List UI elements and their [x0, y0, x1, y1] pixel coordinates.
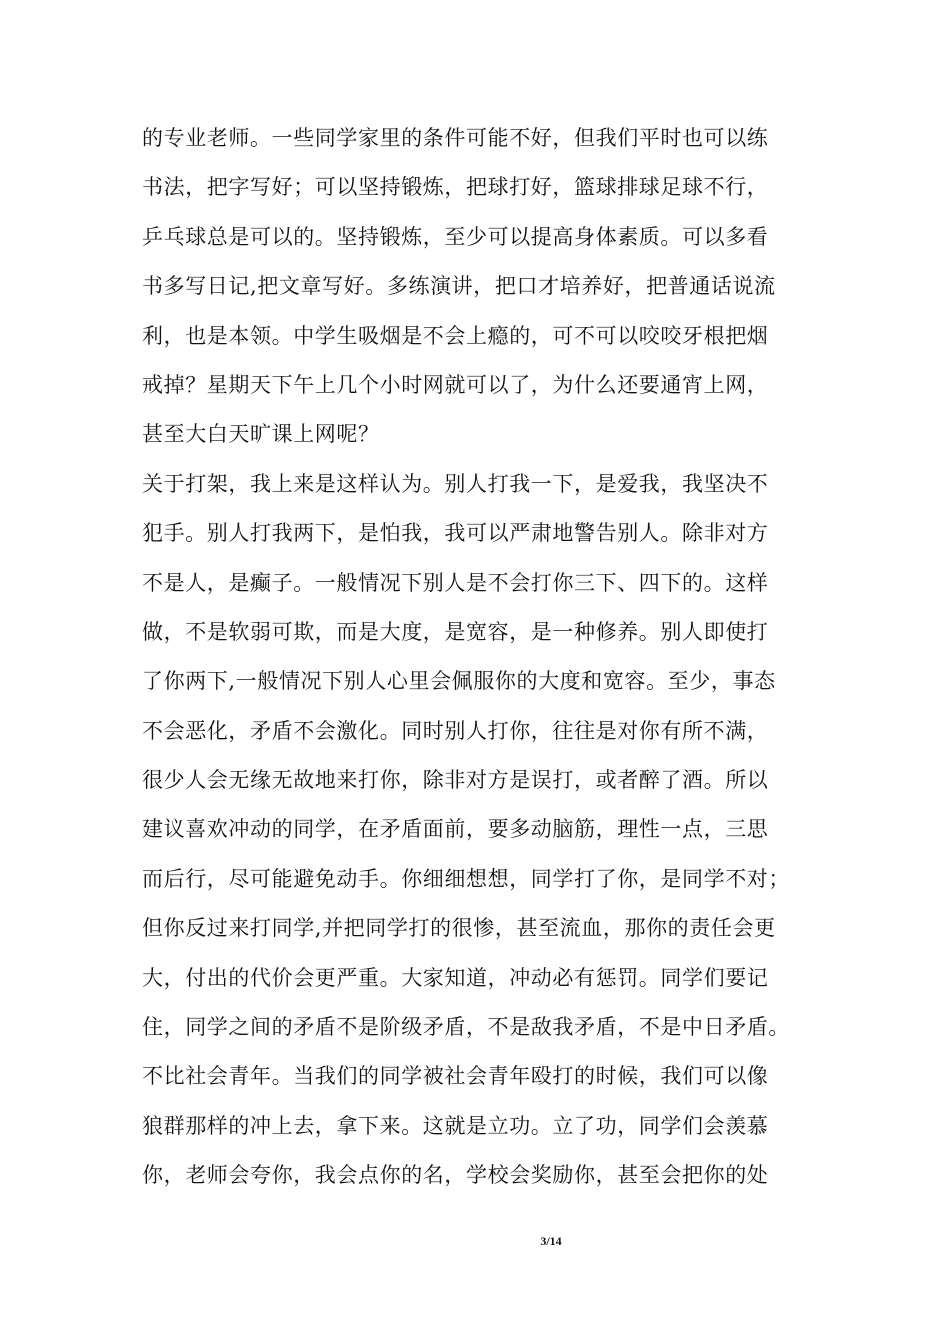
body-text [142, 114, 832, 1201]
text-line: 很少人会无缘无故地来打你，除非对方是误打，或者醉了酒。所以 [142, 768, 769, 793]
text-line: 大，付出的代价会更严重。大家知道，冲动必有惩罚。同学们要记 [142, 965, 769, 990]
text-line: 做，不是软弱可欺，而是大度，是宽容，是一种修养。别人即使打 [142, 619, 769, 644]
text-line: 乒乓球总是可以的。坚持锻炼，至少可以提高身体素质。可以多看 [142, 224, 769, 249]
text-line: 甚至大白天旷课上网呢？ [142, 422, 380, 447]
text-line: 书多写日记,把文章写好。多练演讲，把口才培养好，把普通话说流 [142, 274, 776, 299]
text-line: 但你反过来打同学,并把同学打的很惨，甚至流血，那你的责任会更 [142, 916, 776, 941]
text-line: 书法，把字写好；可以坚持锻炼，把球打好，篮球排球足球不行， [142, 175, 769, 200]
text-line: 的专业老师。一些同学家里的条件可能不好，但我们平时也可以练 [142, 126, 769, 150]
text-line: 利，也是本领。中学生吸烟是不会上瘾的，可不可以咬咬牙根把烟 [142, 323, 769, 348]
text-line: 戒掉？星期天下午上几个小时网就可以了，为什么还要通宵上网， [142, 372, 769, 397]
text-line: 你，老师会夸你，我会点你的名，学校会奖励你，甚至会把你的处 [142, 1163, 769, 1188]
text-line: 住，同学之间的矛盾不是阶级矛盾，不是敌我矛盾，不是中日矛盾。 [142, 1015, 790, 1040]
page-number: 3/14 [540, 1234, 562, 1248]
text-line: 而后行，尽可能避免动手。你细细想想，同学打了你，是同学不对； [142, 866, 790, 891]
text-line: 了你两下,一般情况下别人心里会佩服你的大度和宽容。至少，事态 [142, 669, 776, 694]
text-line: 建议喜欢冲动的同学，在矛盾面前，要多动脑筋，理性一点，三思 [142, 817, 769, 842]
text-line: 犯手。别人打我两下，是怕我，我可以严肃地警告别人。除非对方 [142, 521, 769, 546]
text-line: 不会恶化，矛盾不会激化。同时别人打你，往往是对你有所不满， [142, 718, 769, 743]
text-line: 不是人，是癫子。一般情况下别人是不会打你三下、四下的。这样 [142, 570, 769, 595]
text-line: 关于打架，我上来是这样认为。别人打我一下，是爱我，我坚决不 [142, 471, 769, 496]
text-line: 不比社会青年。当我们的同学被社会青年殴打的时候，我们可以像 [142, 1064, 769, 1089]
text-line: 狼群那样的冲上去，拿下来。这就是立功。立了功，同学们会羡慕 [142, 1113, 769, 1138]
